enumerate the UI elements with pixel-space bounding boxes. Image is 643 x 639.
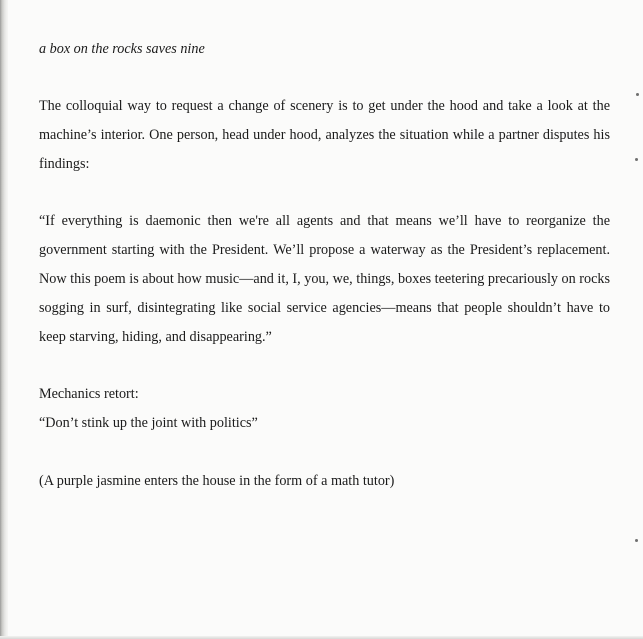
paragraph: “If everything is daemonic then we're all agents and that means we’ll have to reorganize the government starting with the President. We’ll propose a waterway as the President’s replacement. Now this poem is about how music—and it, I, you, we, things, boxes teetering precariously on rocks sogging in surf, disintegrating like social service agencies—means that people shouldn’t have to keep starving, hiding, and disappearing.” [39, 213, 610, 345]
margin-mark [635, 158, 638, 161]
paragraph: (A purple jasmine enters the house in the form of a math tutor) [39, 473, 395, 489]
paragraph: Mechanics retort: [39, 386, 139, 402]
poem-title: a box on the rocks saves nine [39, 41, 205, 57]
page-spine [0, 0, 8, 639]
paragraph: The colloquial way to request a change of scenery is to get under the hood and take a look at the machine’s interior. One person, head under hood, analyzes the situation while a partner disputes his findings: [39, 98, 610, 172]
margin-mark [636, 93, 639, 96]
margin-mark [635, 539, 638, 542]
paragraph: “Don’t stink up the joint with politics” [39, 415, 258, 431]
